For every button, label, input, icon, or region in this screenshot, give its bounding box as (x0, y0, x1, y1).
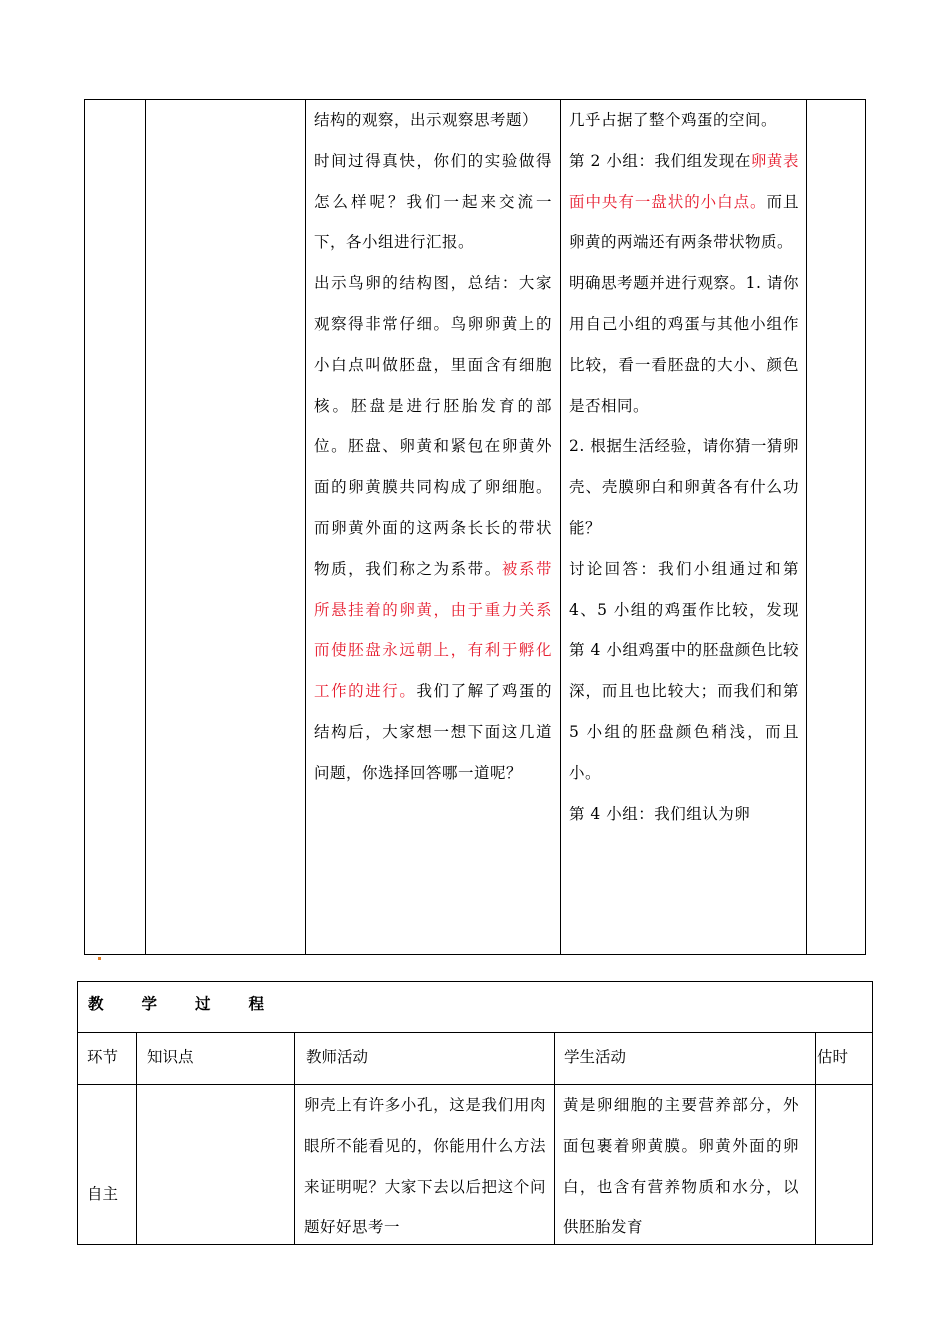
column-divider (554, 1032, 555, 1244)
teacher-para-2: 时间过得真快，你们的实验做得怎么样呢？我们一起来交流一下，各小组进行汇报。 (314, 151, 552, 252)
column-divider (815, 1032, 816, 1244)
student-para-3: 明确思考题并进行观察。1. 请你用自己小组的鸡蛋与其他小组作比较，看一看胚盘的大小、颜色是否相同。 (569, 274, 799, 415)
column-divider (145, 100, 146, 954)
lesson-table-continued (84, 99, 866, 955)
student-para-6: 第 4 小组：我们组认为卵 (569, 804, 751, 823)
col-header-knowledge: 知识点 (147, 1048, 194, 1066)
teacher-activity-cell (314, 100, 552, 794)
column-divider (806, 100, 807, 954)
teaching-process-table (77, 981, 873, 1245)
col-header-teacher: 教师活动 (306, 1048, 369, 1066)
row-divider (78, 1032, 872, 1033)
student-activity-cell (569, 100, 799, 834)
table-heading: 教 学 过 程 (88, 994, 265, 1013)
column-divider (560, 100, 561, 954)
teacher-highlight: 被系带所悬挂着的卵黄，由于重力关系而使胚盘永远朝上，有利于孵化工作的进行。 (314, 559, 552, 701)
student-highlight: 卵黄表面中央有一盘状的小白点。 (569, 151, 799, 211)
col-header-time: 估时 (817, 1048, 849, 1066)
student-para-5: 讨论回答：我们小组通过和第 4、5 小组的鸡蛋作比较，发现第 4 小组鸡蛋中的胚盘颜色比较深，而且也比较大；而我们和第 5 小组的胚盘颜色稍浅，而且小。 (569, 559, 799, 782)
column-divider (136, 1032, 137, 1244)
col-header-stage: 环节 (87, 1048, 119, 1066)
stage-cell: 自主 (87, 1185, 119, 1203)
teacher-activity-cell-2: 卵壳上有许多小孔，这是我们用肉眼所不能看见的，你能用什么方法来证明呢？大家下去以后把这个问题好好思考一 (304, 1096, 546, 1237)
student-activity-cell-2: 黄是卵细胞的主要营养部分，外面包裹着卵黄膜。卵黄外面的卵白，也含有营养物质和水分，以供胚胎发育 (563, 1096, 799, 1237)
column-divider (305, 100, 306, 954)
col-header-student: 学生活动 (564, 1048, 627, 1066)
student-para-4: 2. 根据生活经验，请你猜一猜卵壳、壳膜卵白和卵黄各有什么功能？ (569, 437, 799, 537)
teacher-para-3: 出示鸟卵的结构图，总结：大家观察得非常仔细。鸟卵卵黄上的小白点叫做胚盘，里面含有细胞核。胚盘是进行胚胎发育的部位。胚盘、卵黄和紧包在卵黄外面的卵黄膜共同构成了卵细胞。而卵黄外面的这两条长长的带状物质，我们称之为系带。被系带所悬挂着的卵黄，由于重力关系而使胚盘永远朝上，有利于孵化工作的进行。我们了解了鸡蛋的结构后，大家想一想下面这几道问题，你选择回答哪一道呢？ (314, 274, 552, 782)
student-para-1: 几乎占据了整个鸡蛋的空间。 (569, 111, 778, 129)
teacher-para-1: 结构的观察，出示观察思考题） (314, 111, 539, 129)
column-divider (294, 1032, 295, 1244)
student-para-2: 第 2 小组：我们组发现在卵黄表面中央有一盘状的小白点。而且卵黄的两端还有两条带状物质。 (569, 151, 799, 252)
marker-dot (98, 957, 101, 960)
